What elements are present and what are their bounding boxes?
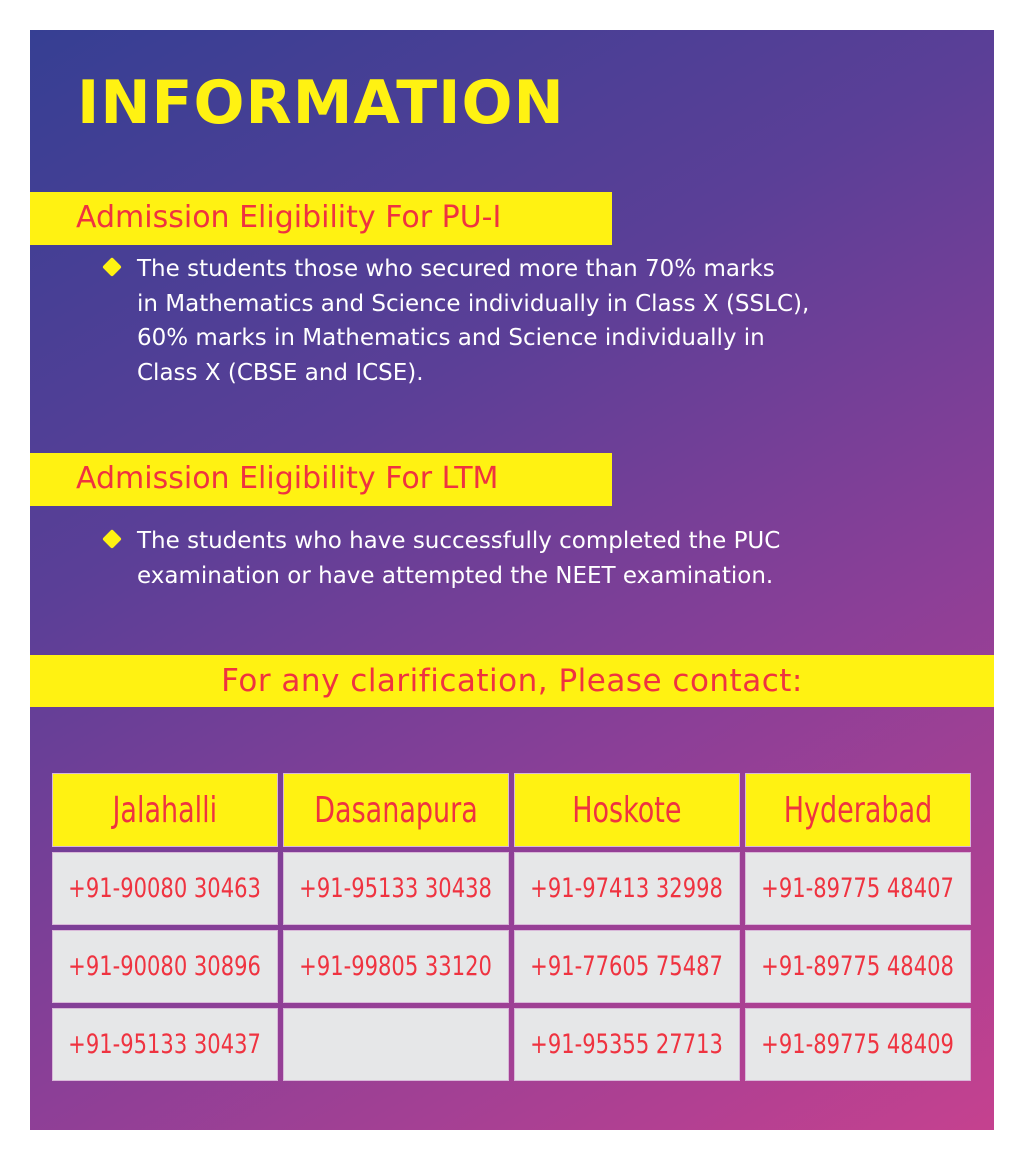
table-cell: [745, 852, 971, 925]
text-line: The students who have successfully completed the PUC: [137, 528, 781, 554]
phone-number: +91-95355 27713: [530, 1029, 724, 1060]
text-line: examination or have attempted the NEET examination.: [137, 562, 774, 589]
table-cell: [514, 1008, 740, 1081]
table-cell: [745, 1008, 971, 1081]
phone-number: +91-90080 30463: [68, 873, 262, 904]
diamond-bullet-icon: [102, 257, 122, 277]
phone-number: +91-89775 48407: [761, 873, 955, 904]
phone-number: +91-90080 30896: [68, 951, 262, 982]
phone-number: +91-99805 33120: [299, 951, 493, 982]
phone-number: +91-95133 30437: [68, 1029, 262, 1060]
phone-number: +91-97413 32998: [530, 873, 724, 904]
contact-heading: For any clarification, Please contact:: [221, 663, 803, 699]
header-dasanapura: Dasanapura: [314, 789, 478, 831]
info-panel: [30, 30, 994, 1130]
table-cell: [52, 1008, 278, 1081]
header-hyderabad: Hyderabad: [783, 789, 933, 831]
page-title: INFORMATION: [77, 68, 565, 138]
phone-number: +91-89775 48409: [761, 1029, 955, 1060]
section-heading-ltm: [30, 453, 612, 506]
text-line: in Mathematics and Science individually in Class X (SSLC),: [137, 290, 810, 317]
table-cell: [283, 930, 509, 1003]
table-header: [52, 773, 278, 847]
table-cell: [514, 930, 740, 1003]
eligibility-pu-text: [137, 252, 809, 390]
table-cell: [52, 852, 278, 925]
diamond-bullet-icon: [102, 529, 122, 549]
table-header: [745, 773, 971, 847]
table-cell: [283, 852, 509, 925]
table-header: [283, 773, 509, 847]
table-cell-empty: [283, 1008, 509, 1081]
phone-number: +91-89775 48408: [761, 951, 955, 982]
header-jalahalli: Jalahalli: [112, 789, 218, 831]
header-hoskote: Hoskote: [572, 789, 682, 831]
contact-heading-bar: [30, 655, 994, 707]
text-line: 60% marks in Mathematics and Science individually in: [137, 325, 765, 351]
text-line: Class X (CBSE and ICSE).: [137, 359, 424, 386]
table-cell: [745, 930, 971, 1003]
section-heading-text: Admission Eligibility For LTM: [76, 461, 499, 496]
phone-number: +91-95133 30438: [299, 873, 493, 904]
section-heading-text: Admission Eligibility For PU-I: [76, 200, 502, 235]
section-heading-pu: [30, 192, 612, 245]
contact-table: [52, 773, 971, 1081]
table-cell: [514, 852, 740, 925]
text-line: The students those who secured more than 70% marks: [137, 256, 775, 282]
phone-number: +91-77605 75487: [530, 951, 724, 982]
table-cell: [52, 930, 278, 1003]
eligibility-ltm-text: [137, 524, 780, 593]
table-header: [514, 773, 740, 847]
